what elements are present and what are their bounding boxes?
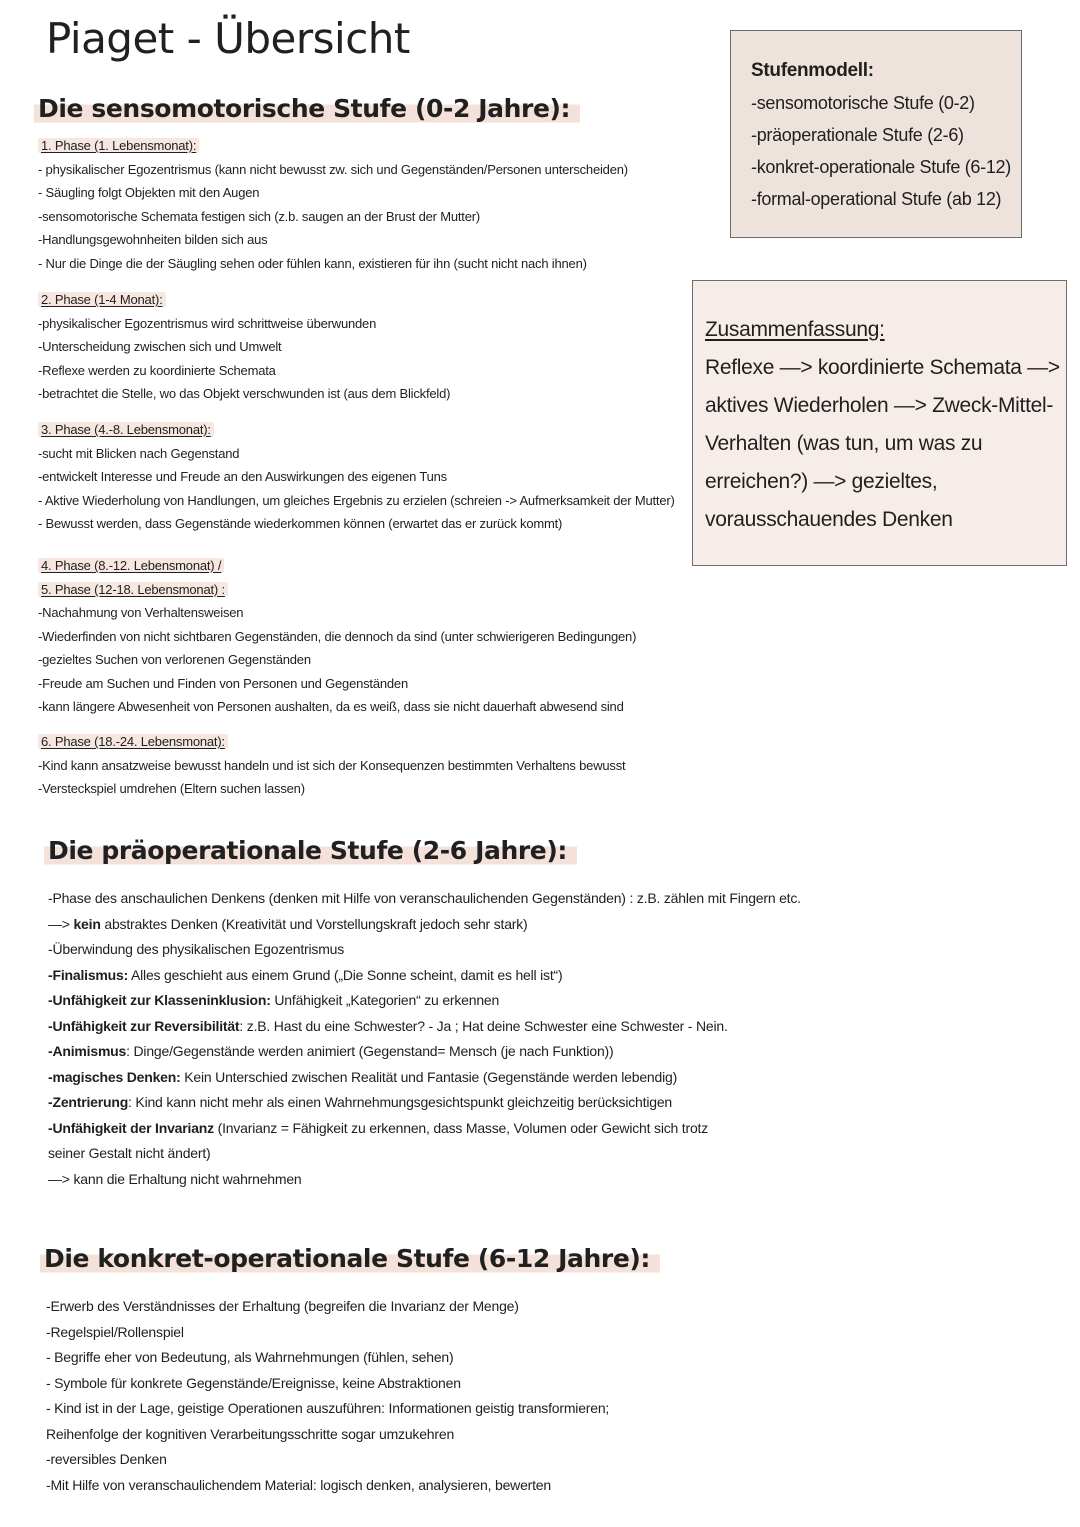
phase-6-block — [38, 730, 625, 801]
phase-line: -Freude am Suchen und Finden von Personen und Gegenständen — [38, 675, 408, 691]
summary-line: Reflexe —> koordinierte Schemata —> — [705, 356, 1060, 379]
text-line: Reihenfolge der kognitiven Verarbeitungsschritte sogar umzukehren — [46, 1425, 455, 1442]
term-line: -Unfähigkeit der Invarianz (Invarianz = Fähigkeit zu erkennen, dass Masse, Volumen oder Gewicht sich trotz — [48, 1119, 709, 1136]
phase-4-5-block — [38, 554, 636, 719]
phase-title: 6. Phase (18.-24. Lebensmonat): — [38, 730, 625, 754]
term-line: -Unfähigkeit zur Klasseninklusion: Unfähigkeit „Kategorien“ zu erkennen — [48, 992, 500, 1008]
text-line: -reversibles Denken — [46, 1451, 167, 1467]
text-line: -Mit Hilfe von veranschaulichendem Material: logisch denken, analysieren, bewerten — [46, 1476, 551, 1493]
phase-title: 2. Phase (1-4 Monat): — [38, 288, 450, 312]
praeoperational-block — [48, 886, 801, 1192]
phase-line: -Kind kann ansatzweise bewusst handeln und ist sich der Konsequenzen bestimmten Verhaltens bewusst — [38, 757, 626, 773]
summary-heading: Zusammenfassung: — [705, 318, 885, 341]
konkret-block — [46, 1294, 609, 1498]
summary-line: erreichen?) —> gezieltes, — [705, 470, 938, 493]
stufenmodell-item: -sensomotorische Stufe (0-2) — [751, 93, 975, 113]
phase-line: - Säugling folgt Objekten mit den Augen — [38, 185, 260, 200]
phase-line: -Nachahmung von Verhaltensweisen — [38, 605, 244, 620]
summary-line: vorausschauendes Denken — [705, 508, 953, 531]
phase-1-block — [38, 134, 628, 275]
section-heading-praeoperational: Die präoperationale Stufe (2-6 Jahre): — [44, 834, 577, 867]
phase-line: -Unterscheidung zwischen sich und Umwelt — [38, 339, 282, 354]
stufenmodell-item: -formal-operational Stufe (ab 12) — [751, 189, 1002, 209]
text-line: seiner Gestalt nicht ändert) — [48, 1145, 211, 1161]
phase-line: -sucht mit Blicken nach Gegenstand — [38, 445, 240, 461]
phase-line: -Reflexe werden zu koordinierte Schemata — [38, 362, 276, 378]
stufenmodell-box — [730, 30, 1022, 238]
term-line: -Unfähigkeit zur Reversibilität: z.B. Hast du eine Schwester? - Ja ; Hat deine Schwester eine Schwester - Nein. — [48, 1017, 728, 1034]
phase-line: - physikalischer Egozentrismus (kann nicht bewusst zw. sich und Gegenständen/Personen unterscheiden) — [38, 161, 628, 177]
text-line: -Phase des anschaulichen Denkens (denken mit Hilfe von veranschaulichenden Gegenständen) : z.B. zählen mit Fingern etc. — [48, 890, 801, 906]
phase-line: -Wiederfinden von nicht sichtbaren Gegenständen, die dennoch da sind (unter schwierigeren Bedingungen) — [38, 628, 637, 644]
phase-line: -physikalischer Egozentrismus wird schrittweise überwunden — [38, 315, 377, 331]
summary-line: aktives Wiederholen —> Zweck-Mittel- — [705, 394, 1054, 417]
text-line: - Begriffe eher von Bedeutung, als Wahrnehmungen (fühlen, sehen) — [46, 1349, 454, 1365]
stufenmodell-item: -konkret-operationale Stufe (6-12) — [751, 157, 1011, 177]
term-line: -magisches Denken: Kein Unterschied zwischen Realität und Fantasie (Gegenstände werden lebendig) — [48, 1068, 678, 1085]
stufenmodell-heading: Stufenmodell: — [751, 60, 874, 81]
text-line: —> kein abstraktes Denken (Kreativität und Vorstellungskraft jedoch sehr stark) — [48, 915, 528, 932]
phase-line: -betrachtet die Stelle, wo das Objekt verschwunden ist (aus dem Blickfeld) — [38, 386, 451, 401]
summary-box — [692, 280, 1067, 566]
phase-3-block — [38, 418, 675, 536]
text-line: -Überwindung des physikalischen Egozentrismus — [48, 941, 345, 957]
phase-line: - Nur die Dinge die der Säugling sehen oder fühlen kann, existieren für ihn (sucht nicht nach ihnen) — [38, 255, 587, 271]
phase-title: 1. Phase (1. Lebensmonat): — [38, 134, 628, 158]
phase-title: 4. Phase (8.-12. Lebensmonat) / — [38, 554, 636, 578]
text-line: -Regelspiel/Rollenspiel — [46, 1323, 184, 1340]
phase-line: -Handlungsgewohnheiten bilden sich aus — [38, 232, 268, 247]
summary-line: Verhalten (was tun, um was zu — [705, 432, 983, 455]
text-line: - Kind ist in der Lage, geistige Operationen auszuführen: Informationen geistig transformieren; — [46, 1400, 610, 1416]
term-line: -Finalismus: Alles geschieht aus einem Grund („Die Sonne scheint, damit es hell ist“) — [48, 966, 563, 983]
phase-2-block — [38, 288, 450, 406]
phase-line: -entwickelt Interesse und Freude an den Auswirkungen des eigenen Tuns — [38, 469, 447, 484]
phase-title: 5. Phase (12-18. Lebensmonat) : — [38, 578, 636, 602]
phase-line: -Versteckspiel umdrehen (Eltern suchen lassen) — [38, 781, 305, 796]
page-title: Piaget - Übersicht — [46, 14, 410, 63]
text-line: —> kann die Erhaltung nicht wahrnehmen — [48, 1170, 302, 1187]
section-heading-sensomotorisch: Die sensomotorische Stufe (0-2 Jahre): — [34, 92, 580, 125]
phase-line: - Bewusst werden, dass Gegenstände wiederkommen können (erwartet das er zurück kommt) — [38, 516, 563, 531]
term-line: -Zentrierung: Kind kann nicht mehr als einen Wahrnehmungsgesichtspunkt gleichzeitig berücksichtigen — [48, 1094, 672, 1110]
text-line: -Erwerb des Verständnisses der Erhaltung (begreifen die Invarianz der Menge) — [46, 1298, 519, 1314]
phase-line: -sensomotorische Schemata festigen sich (z.b. saugen an der Brust der Mutter) — [38, 208, 480, 224]
term-line: -Animismus: Dinge/Gegenstände werden animiert (Gegenstand= Mensch (je nach Funktion)) — [48, 1043, 614, 1059]
phase-line: - Aktive Wiederholung von Handlungen, um gleiches Ergebnis zu erzielen (schreien -> Aufmerksamkeit der Mutter) — [38, 492, 675, 508]
stufenmodell-item: -präoperationale Stufe (2-6) — [751, 125, 964, 145]
phase-line: -kann längere Abwesenheit von Personen aushalten, da es weiß, dass sie nicht dauerhaft abwesend sind — [38, 699, 624, 714]
section-heading-konkret: Die konkret-operationale Stufe (6-12 Jahre): — [40, 1242, 660, 1275]
phase-line: -gezieltes Suchen von verlorenen Gegenständen — [38, 652, 311, 667]
phase-title: 3. Phase (4.-8. Lebensmonat): — [38, 418, 675, 442]
text-line: - Symbole für konkrete Gegenstände/Ereignisse, keine Abstraktionen — [46, 1374, 461, 1391]
